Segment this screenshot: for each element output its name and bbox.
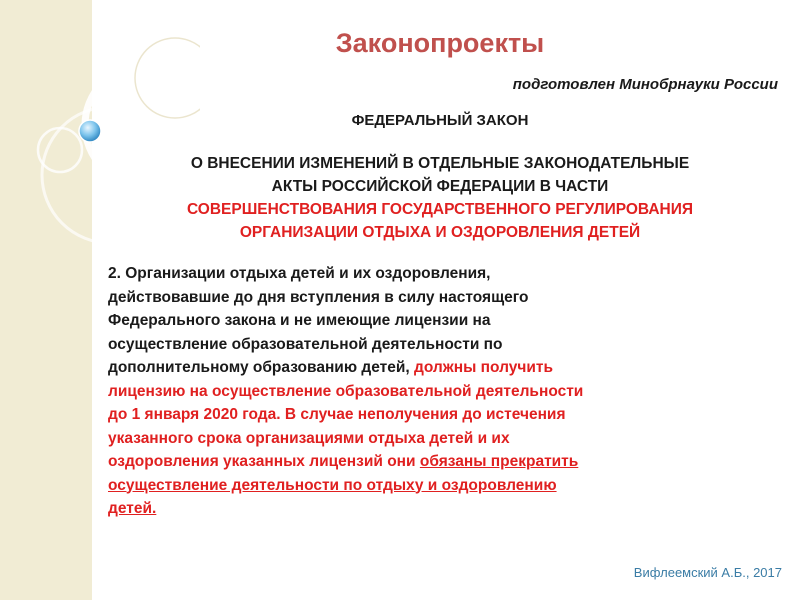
law-title-line-highlight: ОРГАНИЗАЦИИ ОТДЫХА И ОЗДОРОВЛЕНИЯ ДЕТЕЙ <box>239 224 641 241</box>
paragraph-line: действовавшие до дня вступления в силу настоящего <box>108 288 529 306</box>
law-title-line: АКТЫ РОССИЙСКОЙ ФЕДЕРАЦИИ В ЧАСТИ <box>271 178 609 195</box>
paragraph-line-highlight: лицензию на осуществление образовательной деятельности <box>108 382 584 400</box>
subtitle: подготовлен Минобрнауки России <box>512 76 778 93</box>
paragraph-text-highlight: оздоровления указанных лицензий они <box>108 453 420 470</box>
paragraph-line-underlined: детей. <box>108 500 157 517</box>
paragraph-line: Федерального закона и не имеющие лицензии на <box>108 312 491 329</box>
paragraph-line-highlight: до 1 января 2020 года. В случае неполучения до истечения <box>108 406 566 423</box>
paragraph-line-highlight: указанного срока организациями отдыха детей и их <box>108 429 510 447</box>
paragraph-line: осуществление образовательной деятельности по <box>108 335 503 353</box>
paragraph-text-highlight: должны получить <box>409 359 554 376</box>
page-title: Законопроекты <box>335 28 545 58</box>
paragraph-line: 2. Организации отдыха детей и их оздоровления, <box>108 265 491 282</box>
law-title-line-highlight: СОВЕРШЕНСТВОВАНИЯ ГОСУДАРСТВЕННОГО РЕГУЛИРОВАНИЯ <box>186 201 694 218</box>
law-type-heading: ФЕДЕРАЛЬНЫЙ ЗАКОН <box>351 112 529 129</box>
paragraph-line-underlined: осуществление деятельности по отдыху и оздоровлению <box>108 476 557 494</box>
law-title <box>100 152 780 244</box>
paragraph-text-underlined: обязаны прекратить <box>419 453 579 470</box>
paragraph-text: дополнительному образованию детей, <box>108 359 410 376</box>
law-paragraph <box>108 262 768 521</box>
paragraph-line <box>108 356 768 380</box>
author-footer: Вифлеемский А.Б., 2017 <box>633 565 782 580</box>
paragraph-line-highlight <box>108 450 768 474</box>
law-title-line: О ВНЕСЕНИИ ИЗМЕНЕНИЙ В ОТДЕЛЬНЫЕ ЗАКОНОДАТЕЛЬНЫЕ <box>190 155 690 172</box>
